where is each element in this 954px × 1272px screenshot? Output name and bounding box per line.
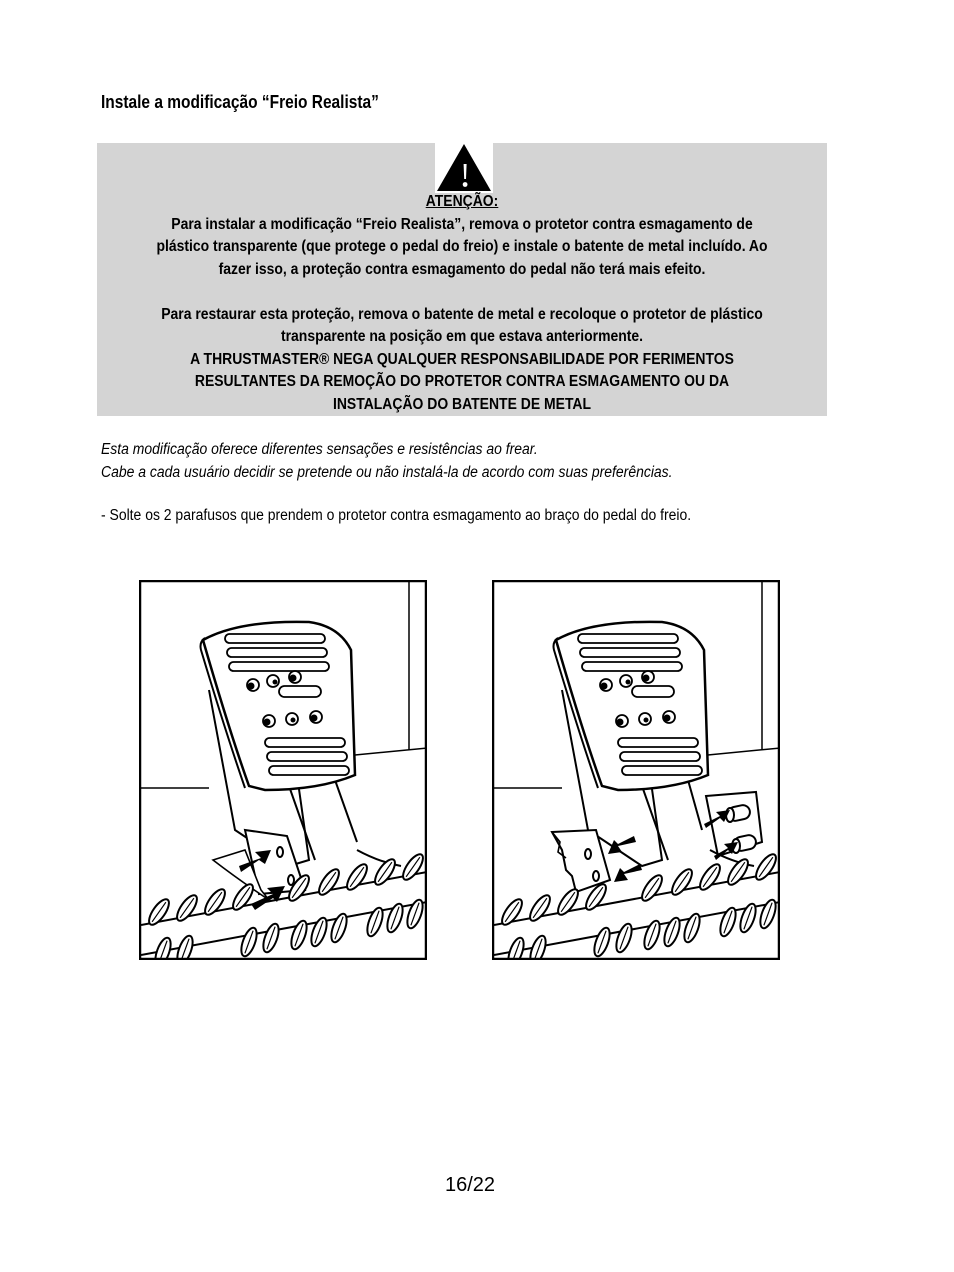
warning-line: fazer isso, a proteção contra esmagamento do pedal não terá mais efeito. <box>218 260 706 278</box>
warning-box <box>97 143 827 416</box>
page-number: 16/22 <box>444 1174 496 1196</box>
intro-line: Esta modificação oferece diferentes sensações e resistências ao frear. <box>101 441 538 458</box>
intro-text <box>101 438 861 484</box>
illustration-install-stopper <box>492 580 780 960</box>
intro-line: Cabe a cada usuário decidir se pretende ou não instalá-la de acordo com suas preferências. <box>101 464 673 481</box>
warning-line: transparente na posição em que estava anteriormente. <box>280 328 644 345</box>
step-instruction: - Solte os 2 parafusos que prendem o protetor contra esmagamento ao braço do pedal do freio. <box>101 507 692 524</box>
warning-line: plástico transparente (que protege o pedal do freio) e instale o batente de metal incluído. Ao <box>156 238 768 255</box>
warning-line: RESULTANTES DA REMOÇÃO DO PROTETOR CONTRA ESMAGAMENTO OU DA <box>194 373 730 390</box>
warning-triangle-icon <box>435 143 493 193</box>
warning-line: Para restaurar esta proteção, remova o batente de metal e recoloque o protetor de plástico <box>161 305 763 323</box>
illustration-remove-screws <box>139 580 427 960</box>
warning-title: ATENÇÃO: <box>425 193 499 210</box>
warning-line: Para instalar a modificação “Freio Realista”, remova o protetor contra esmagamento de <box>171 215 753 233</box>
warning-line: INSTALAÇÃO DO BATENTE DE METAL <box>332 395 592 413</box>
warning-text <box>97 191 827 416</box>
section-heading: Instale a modificação “Freio Realista” <box>101 92 379 112</box>
warning-line: A THRUSTMASTER® NEGA QUALQUER RESPONSABILIDADE POR FERIMENTOS <box>190 350 734 368</box>
